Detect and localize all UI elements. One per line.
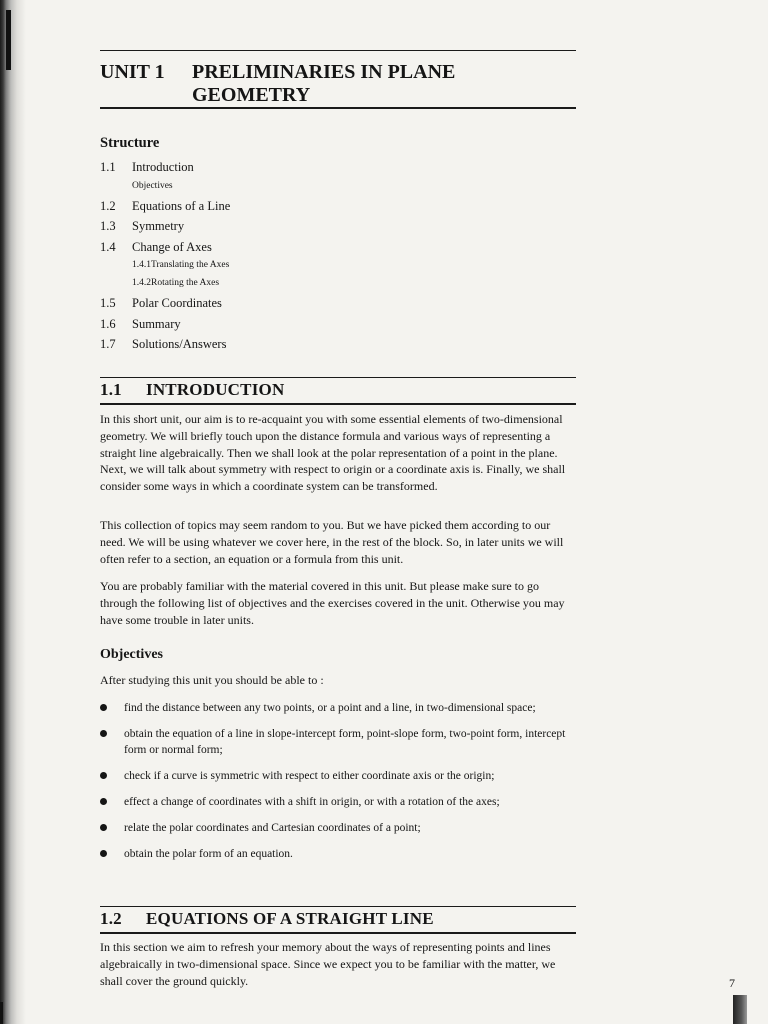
structure-item xyxy=(100,260,560,278)
objective-item xyxy=(100,726,576,758)
structure-item xyxy=(100,317,560,338)
structure-item xyxy=(100,240,560,261)
structure-item-text: Polar Coordinates xyxy=(132,296,222,310)
intro-paragraph: You are probably familiar with the material covered in this unit. But please make sure to go through the following list of objectives and the exercises covered in the unit. Otherwise you may have some trouble in later units. xyxy=(100,579,565,627)
objective-text: relate the polar coordinates and Cartesian coordinates of a point; xyxy=(124,822,421,834)
structure-item-text: Summary xyxy=(132,316,181,331)
objective-text: obtain the equation of a line in slope-intercept form, point-slope form, two-point form, intercept form or normal form; xyxy=(124,728,566,756)
structure-item-number: 1.5 xyxy=(100,296,116,310)
structure-item xyxy=(100,199,560,220)
structure-item xyxy=(100,219,560,240)
objectives-heading: Objectives xyxy=(100,647,163,662)
unit-title-line2: GEOMETRY xyxy=(192,84,311,106)
section-heading-intro xyxy=(100,380,284,400)
structure-item-text: Equations of a Line xyxy=(132,198,231,213)
structure-item-text: Objectives xyxy=(132,180,173,191)
intro-paragraph: In this short unit, our aim is to re-acquaint you with some essential elements of two-dimensional geometry. We will briefly touch upon the distance formula and various ways of representing a straight line algebraically. Then we shall look at the polar representation of a point in the plane. Next, we will talk about symmetry with respect to origin or a coordinate axis is. Finally, we shall consider some ways in which a coordinate system can be transformed. xyxy=(100,412,566,494)
bullet-icon xyxy=(100,730,107,737)
section-number: 1.2 xyxy=(100,909,122,928)
title-rule-top xyxy=(100,50,576,51)
structure-heading: Structure xyxy=(100,135,160,151)
bullet-icon xyxy=(100,798,107,805)
structure-item-number: 1.1 xyxy=(100,160,116,174)
objective-item xyxy=(100,794,576,810)
structure-list xyxy=(100,160,560,358)
objectives-list xyxy=(100,700,576,872)
objective-item xyxy=(100,820,576,836)
structure-item xyxy=(100,160,560,181)
scan-mark xyxy=(0,1002,3,1024)
bullet-icon xyxy=(100,824,107,831)
structure-item xyxy=(100,337,560,358)
structure-item-number: 1.4.1 xyxy=(132,260,151,270)
scan-edge-left xyxy=(0,0,26,1024)
structure-item-text: Symmetry xyxy=(132,219,185,233)
section-paragraph: In this section we aim to refresh your memory about the ways of representing points and lines algebraically in two-dimensional space. Since we expect you to be familiar with the matter, we shall cover the ground quickly. xyxy=(100,940,556,988)
structure-item-text: Translating the Axes xyxy=(151,260,230,270)
objective-item xyxy=(100,700,576,716)
structure-item-number: 1.7 xyxy=(100,337,116,351)
section-rule-bottom xyxy=(100,403,576,405)
objectives-lead: After studying this unit you should be able to : xyxy=(100,673,324,687)
section-rule-top xyxy=(100,377,576,378)
scan-mark xyxy=(6,10,11,70)
unit-title xyxy=(100,61,522,107)
structure-item-text: Rotating the Axes xyxy=(151,278,220,288)
structure-item-text: Solutions/Answers xyxy=(132,337,227,351)
structure-item-number: 1.4.2 xyxy=(132,278,151,288)
bullet-icon xyxy=(100,704,107,711)
objective-item xyxy=(100,846,576,862)
scan-mark xyxy=(733,995,747,1024)
objective-text: obtain the polar form of an equation. xyxy=(124,848,293,860)
structure-item xyxy=(100,181,560,199)
structure-item-number: 1.6 xyxy=(100,316,116,331)
section-title: EQUATIONS OF A STRAIGHT LINE xyxy=(146,909,434,928)
objective-item xyxy=(100,768,576,784)
structure-item-number: 1.2 xyxy=(100,198,116,213)
objective-text: effect a change of coordinates with a shift in origin, or with a rotation of the axes; xyxy=(124,796,500,808)
structure-item xyxy=(100,278,560,296)
title-rule-bottom xyxy=(100,107,576,109)
structure-item-text: Introduction xyxy=(132,160,194,174)
unit-number: UNIT 1 xyxy=(100,61,165,83)
section-title: INTRODUCTION xyxy=(146,380,285,399)
structure-item-text: Change of Axes xyxy=(132,239,212,254)
structure-item-number: 1.3 xyxy=(100,219,116,233)
objective-text: check if a curve is symmetric with respect to either coordinate axis or the origin; xyxy=(124,770,495,782)
section-number: 1.1 xyxy=(100,380,122,399)
structure-item xyxy=(100,296,560,317)
section-rule-bottom xyxy=(100,932,576,934)
objective-text: find the distance between any two points, or a point and a line, in two-dimensional space; xyxy=(124,702,536,714)
page-number: 7 xyxy=(729,976,735,990)
bullet-icon xyxy=(100,850,107,857)
section-heading-equations xyxy=(100,909,434,929)
bullet-icon xyxy=(100,772,107,779)
unit-title-line1: PRELIMINARIES IN PLANE xyxy=(192,61,456,83)
intro-paragraph: This collection of topics may seem random to you. But we have picked them according to our need. We will be using whatever we cover here, in the rest of the block. So, in later units we will often refer to a section, an equation or a formula from this unit. xyxy=(100,518,564,566)
structure-item-number: 1.4 xyxy=(100,239,116,254)
section-rule-top xyxy=(100,906,576,907)
